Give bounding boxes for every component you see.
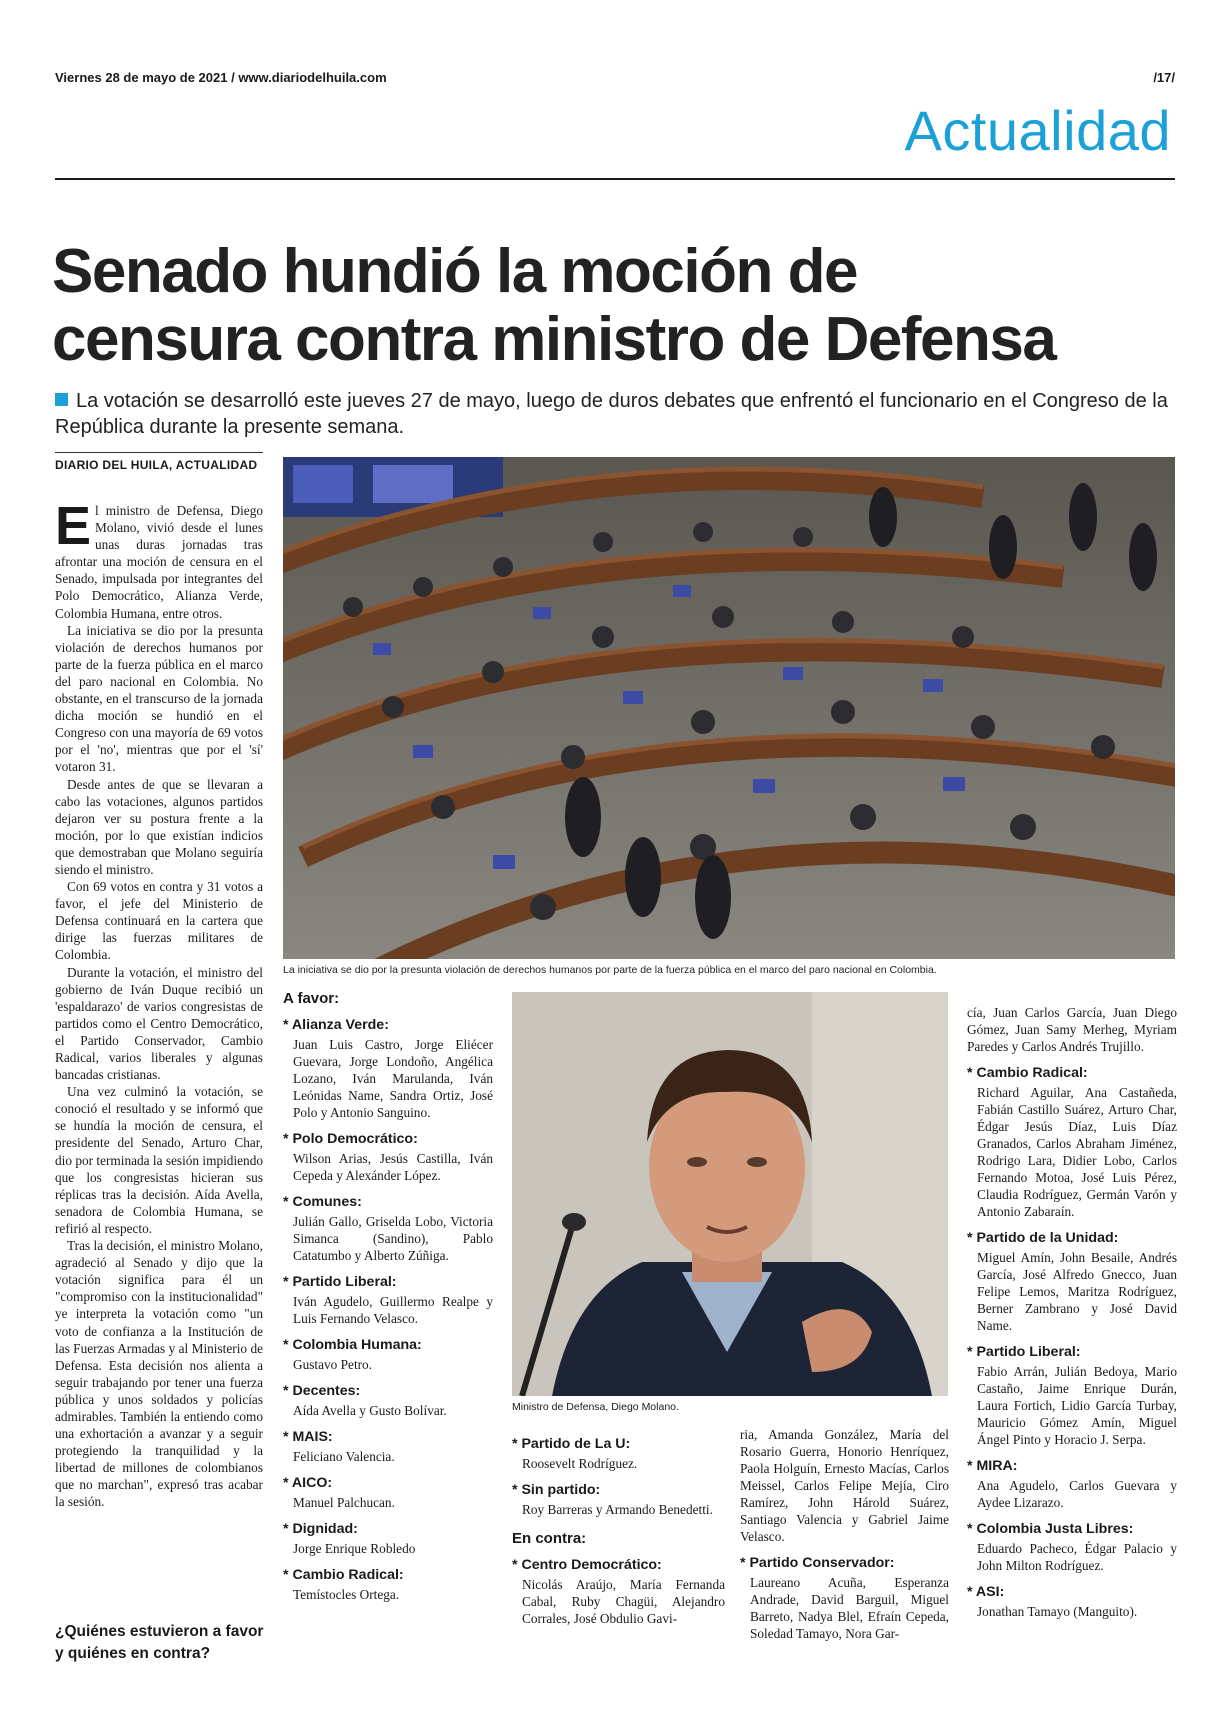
party-heading: * MAIS: (283, 1429, 333, 1445)
masthead-date: Viernes 28 de mayo de 2021 / www.diariodelhuila.com (55, 70, 387, 85)
page-number: /17/ (1153, 70, 1175, 85)
paragraph (55, 496, 263, 622)
party-members: Laureano Acuña, Esperanza Andrade, David Barguil, Miguel Barreto, Nadya Blel, Efraín Cepeda, Soledad Tamayo, Nora Gar- (750, 1575, 949, 1641)
party-heading: * Partido de La U: (512, 1436, 631, 1452)
party-heading: * Sin partido: (512, 1482, 601, 1498)
paragraph: La iniciativa se dio por la presunta violación de derechos humanos por parte de la fuerza pública en el marco del paro nacional en Colombia. No obstante, en el transcurso de la jornada dicha moción se hundió en el Congreso con una mayoría de 69 votos por el 'no', mientras que por el 'sí' votaron 31. (55, 622, 263, 775)
party-list (740, 1555, 949, 1642)
byline-rule (55, 452, 263, 453)
party-members: Manuel Palchucan. (293, 1495, 395, 1510)
party-heading: * ASI: (967, 1584, 1005, 1600)
paragraph-text: l ministro de Defensa, Diego Molano, vivió desde el lunes unas duras jornadas tras afrontar una moción de censura en el Senado, impulsada por integrantes del Polo Democrático, Alianza Verde, Colombia Humana, entre otros. (55, 503, 263, 621)
party-members: Eduardo Pacheco, Édgar Palacio y John Milton Rodríguez. (977, 1541, 1177, 1573)
party-members: Feliciano Valencia. (293, 1449, 395, 1464)
party-heading: * AICO: (283, 1475, 333, 1491)
party-members: Miguel Amín, John Besaile, Andrés García, José Alfredo Gnecco, Juan Felipe Lemos, Maritza Rodríguez, Berner Zambrano y José David Name. (977, 1250, 1177, 1333)
party-list (512, 1436, 725, 1518)
photo-caption: La iniciativa se dio por la presunta violación de derechos humanos por parte de la fuerza pública en el marco del paro nacional en Colombia. (283, 964, 937, 976)
subhead-square-icon (55, 393, 68, 406)
headline-line-1: Senado hundió la moción de (52, 237, 857, 306)
photo-caption: Ministro de Defensa, Diego Molano. (512, 1401, 679, 1413)
votes-column-b (512, 1426, 725, 1627)
paragraph: Tras la decisión, el ministro Molano, agradeció al Senado y dijo que la votación significa para él un "compromiso con la institucionalidad" ye interpreta la votación como "un voto de confianza a la Institución de las Fuerzas Armadas y al Ministerio de Defensa. Esta decisión nos alienta a seguir trabajando por tener una fuerza pública y unos soldados y policías admirables. También la entiendo como una exhortación a avanzar y a seguir protegiendo la tranquilidad y la libertad de millones de colombianos que no marchan", expresó tras acabar la sesión. (55, 1238, 263, 1510)
party-members: Roy Barreras y Armando Benedetti. (522, 1502, 713, 1517)
paragraph: Desde antes de que se llevaran a cabo las votaciones, algunos partidos dejaron ver su postura frente a la moción, por lo que existían indicios que demostraban que Molano seguiría siendo el ministro. (55, 776, 263, 877)
party-heading: * Alianza Verde: (283, 1017, 389, 1033)
masthead (55, 70, 1175, 90)
party-members: Wilson Arias, Jesús Castilla, Iván Cepeda y Alexánder López. (293, 1151, 493, 1183)
header-rule (55, 178, 1175, 180)
party-heading: * Cambio Radical: (967, 1065, 1088, 1081)
party-heading: * Polo Democrático: (283, 1131, 418, 1147)
party-members-continued: ria, Amanda González, María del Rosario Guerra, Honorio Henríquez, Paola Holguín, Ernesto Macías, Carlos Meissel, Carlos Felipe Mejía, Ciro Ramírez, John Hárold Suárez, Santiago Valencia y Gabriel Jaime Velasco. (740, 1427, 949, 1544)
party-list (967, 1065, 1177, 1620)
paragraph: Una vez culminó la votación, se conoció el resultado y se informó que se hundía la moción de censura, el presidente del Senado, Arturo Char, dio por terminada la sesión impidiendo que los congresistas hicieran sus réplicas tras la decisión. Aída Avella, senadora de Colombia Humana, se refirió al respecto. (55, 1084, 263, 1236)
party-heading: * Colombia Humana: (283, 1337, 422, 1353)
headline-line-2: censura contra ministro de Defensa (52, 305, 1056, 374)
party-heading: * Comunes: (283, 1194, 362, 1210)
votes-column-a (283, 990, 493, 1603)
senate-chamber-photo (283, 457, 1175, 959)
subhead (55, 388, 1180, 440)
party-members: Aída Avella y Gusto Bolívar. (293, 1403, 447, 1418)
paragraph: Durante la votación, el ministro del gobierno de Iván Duque recibió un 'espaldarazo' de varios congresistas de partidos como el Centro Democrático, el Partido Conservador, Cambio Radical, varios liberales y algunas bancadas cristianas. (55, 964, 263, 1083)
party-heading: * Partido Conservador: (740, 1555, 895, 1571)
paragraph: Con 69 votos en contra y 31 votos a favor, el jefe del Ministerio de Defensa continuará en la cartera que dirige las fuerzas militares de Colombia. (55, 879, 263, 963)
party-members: Gustavo Petro. (293, 1357, 373, 1372)
contra-label: En contra: (512, 1530, 587, 1547)
party-heading: * Dignidad: (283, 1521, 358, 1537)
party-members: Jorge Enrique Robledo (293, 1541, 416, 1556)
party-members: Juan Luis Castro, Jorge Eliécer Guevara, Jorge Londoño, Angélica Lozano, Iván Marulanda, Iván Leónidas Name, Sandra Ortiz, José Polo y Antonio Sanguino. (293, 1037, 493, 1120)
minister-portrait-photo (512, 992, 948, 1396)
party-heading: * Partido Liberal: (283, 1274, 397, 1290)
party-heading: * Partido Liberal: (967, 1344, 1081, 1360)
party-members: Temístocles Ortega. (293, 1587, 400, 1602)
byline: DIARIO DEL HUILA, ACTUALIDAD (55, 458, 258, 472)
party-members-continued: cía, Juan Carlos García, Juan Diego Gómez, Juan Samy Merheg, Myriam Paredes y Carlos Andrés Trujillo. (967, 1005, 1177, 1054)
votes-column-c (740, 1426, 949, 1642)
party-members: Iván Agudelo, Guillermo Realpe y Luis Fernando Velasco. (293, 1294, 493, 1326)
party-heading: * Centro Democrático: (512, 1557, 662, 1573)
article-body (55, 496, 263, 1511)
dropcap: E (55, 496, 92, 556)
party-members: Roosevelt Rodríguez. (522, 1456, 638, 1471)
subheading-question: ¿Quiénes estuvieron a favor y quiénes en contra? (55, 1623, 264, 1662)
party-heading: * MIRA: (967, 1458, 1018, 1474)
votes-column-d (967, 1004, 1177, 1620)
party-members: Nicolás Araújo, María Fernanda Cabal, Ruby Chagüi, Alejandro Corrales, José Obdulio Gavi- (522, 1577, 725, 1626)
party-members: Ana Agudelo, Carlos Guevara y Aydee Lizarazo. (977, 1478, 1177, 1510)
favor-label: A favor: (283, 990, 340, 1007)
party-members: Fabio Arrán, Julián Bedoya, Mario Castaño, Jaime Enrique Durán, Laura Fortich, Lidio García Turbay, Mauricio Gómez Amín, Miguel Ángel Pinto y Horacio J. Serpa. (977, 1364, 1177, 1447)
party-list (283, 1017, 493, 1603)
section-title: Actualidad (904, 99, 1171, 162)
headline (52, 238, 1182, 374)
party-members: Jonathan Tamayo (Manguito). (977, 1604, 1138, 1619)
party-heading: * Colombia Justa Libres: (967, 1521, 1134, 1537)
party-heading: * Cambio Radical: (283, 1567, 404, 1583)
party-heading: * Partido de la Unidad: (967, 1230, 1119, 1246)
party-members: Richard Aguilar, Ana Castañeda, Fabián Castillo Suárez, Arturo Char, Édgar Jesús Díaz, Luis Díaz Granados, Carlos Abraham Jiménez, Rodrigo Lara, Didier Lobo, Carlos Fernando Motoa, José Luis Pérez, Claudia Rodríguez, Germán Varón y Antonio Zabaraín. (977, 1085, 1177, 1219)
subhead-text: La votación se desarrolló este jueves 27 de mayo, luego de duros debates que enfrentó el funcionario en el Congreso de la República durante la presente semana. (55, 390, 1168, 438)
party-members: Julián Gallo, Griselda Lobo, Victoria Simanca (Sandino), Pablo Catatumbo y Alberto Zúñiga. (293, 1214, 493, 1263)
party-heading: * Decentes: (283, 1383, 361, 1399)
